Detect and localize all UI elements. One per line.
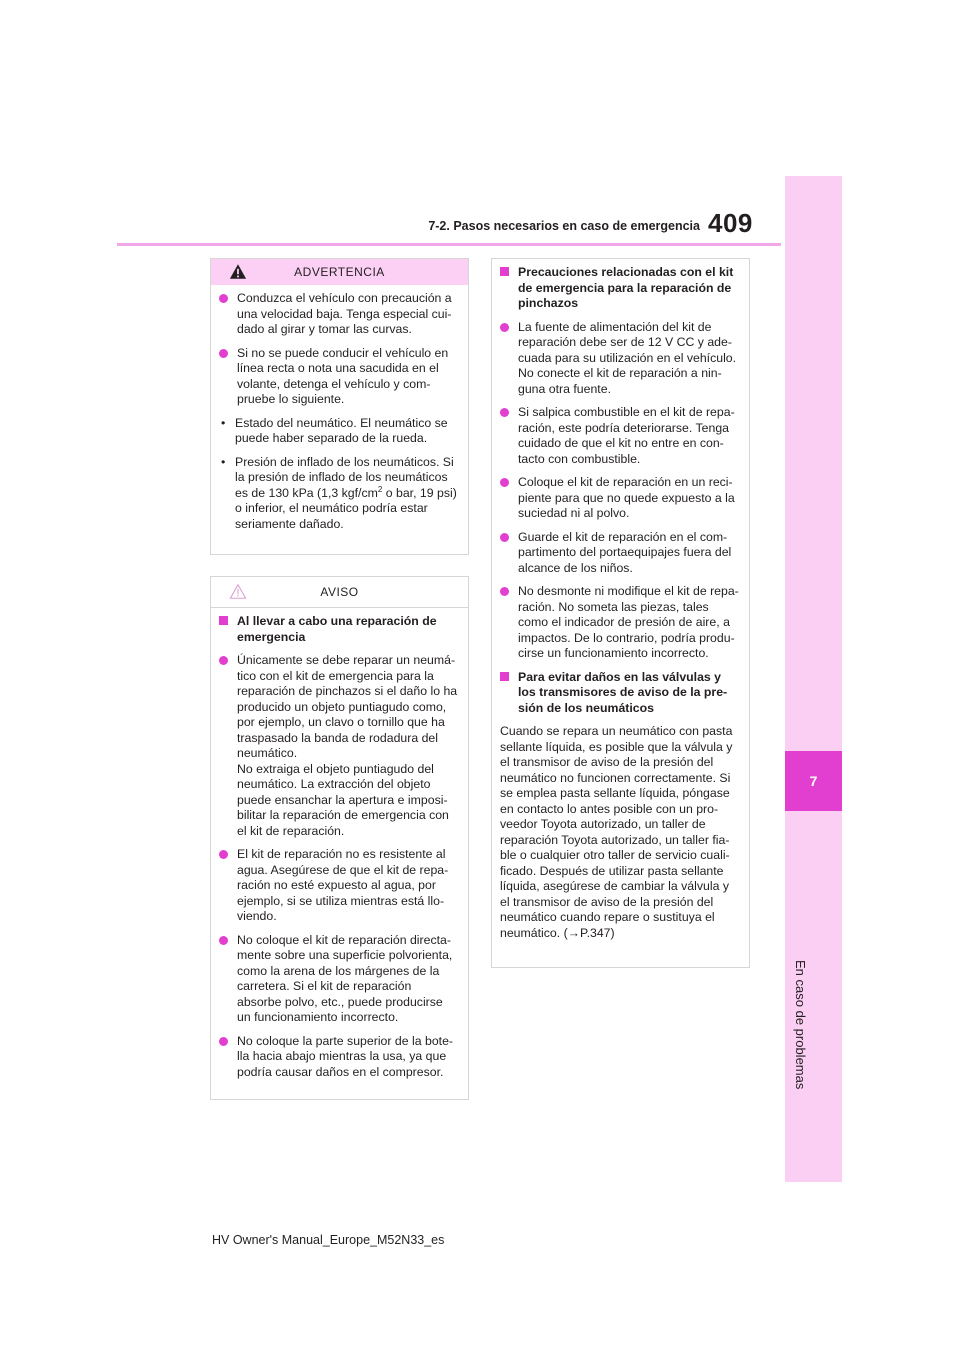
bullet-icon	[500, 587, 509, 596]
warning-box	[210, 258, 469, 555]
bullet-icon	[219, 1037, 228, 1046]
dot-bullet-icon: •	[221, 454, 226, 469]
warning-box-header	[211, 259, 468, 285]
warning-icon	[229, 263, 247, 280]
bullet-icon	[500, 478, 509, 487]
bullet-icon	[219, 349, 228, 358]
valves-heading: Para evitar daños en las válvulas y los transmisores de aviso de la pre- sión de los neumáticos	[500, 670, 739, 717]
header-rule	[117, 243, 781, 246]
section-title: 7-2. Pasos necesarios en caso de emergencia	[428, 219, 700, 233]
chapter-number: 7	[785, 751, 842, 811]
valves-paragraph: Cuando se repara un neumático con pasta sellante líquida, es posible que la válvula y el transmisor de aviso de la presión del neumático no funcionen correctamente. Si se emplea pasta sellante líquida, póngase en contacto lo antes posible con un pro- veedor Toyota autorizado, un taller de reparación Toyota autorizado, un taller fia- ble o cualquier otro taller de servicio cuali- ficado. Después de utilizar pasta sellante líquida, asegúrese de cambiar la válvula y el transmisor de aviso de la presión del neumático cuando repare o sustituya el neumático. (→P.347)	[500, 724, 733, 940]
bullet-icon	[500, 533, 509, 542]
precautions-heading: Precauciones relacionadas con el kit de emergencia para la reparación de pinchazos	[500, 265, 739, 312]
bullet-icon	[219, 936, 228, 945]
caution-icon	[229, 583, 247, 600]
precautions-item: Guarde el kit de reparación en el com- partimento del portaequipajes fuera del alcance de los niños.	[500, 530, 739, 577]
bullet-icon	[500, 323, 509, 332]
footer-manual-id: HV Owner's Manual_Europe_M52N33_es	[212, 1233, 445, 1247]
notice-box-header	[211, 577, 468, 608]
square-bullet-icon	[500, 267, 509, 276]
warning-item: Si no se puede conducir el vehículo en línea recta o nota una sacudida en el volante, detenga el vehículo y com- pruebe lo siguiente.	[219, 346, 458, 408]
warning-item: Conduzca el vehículo con precaución a una velocidad baja. Tenga especial cui- dado al girar y tomar las curvas.	[219, 291, 458, 338]
notice-item: El kit de reparación no es resistente al agua. Asegúrese de que el kit de repa- ración no esté expuesto al agua, por ejemplo, si se utiliza mientras está llo- viendo.	[219, 847, 458, 925]
notice-title: AVISO	[320, 585, 359, 599]
notice-box	[210, 576, 469, 1100]
notice-item: Únicamente se debe reparar un neumá- tico con el kit de emergencia para la reparación de pinchazos si el daño lo ha producido un objeto puntiagudo como, por ejemplo, un clavo o tornillo que ha traspasado la banda de rodadura del neumático. No extraiga el objeto puntiagudo del neumático. La extracción del objeto puede ensanchar la apertura e imposi- bilitar la reparación de emergencia con el kit de reparación.	[219, 653, 458, 839]
notice-item: No coloque el kit de reparación directa- mente sobre una superficie polvorienta, como la arena de los márgenes de la carretera. Si el kit de reparación absorbe polvo, etc., puede producirse un funcionamiento incorrecto.	[219, 933, 458, 1026]
bullet-icon	[219, 850, 228, 859]
page-number: 409	[708, 208, 753, 238]
precautions-item: La fuente de alimentación del kit de reparación debe ser de 12 V CC y ade- cuada para su utilización en el vehículo. No conecte el kit de reparación a nin- guna otra fuente.	[500, 320, 739, 398]
square-bullet-icon	[500, 672, 509, 681]
notice-heading: Al llevar a cabo una reparación de emergencia	[219, 614, 458, 645]
precautions-box	[491, 258, 750, 968]
bullet-icon	[219, 656, 228, 665]
warning-dot-item: • Presión de inflado de los neumáticos. Si la presión de inflado de los neumáticos es de 130 kPa (1,3 kgf/$cm^2$ o bar, 19 psi) o inferior, el neumático podría estar seriamente dañado.	[221, 454, 457, 531]
page-reference-link[interactable]: →P.347)	[567, 925, 615, 940]
chapter-title	[793, 920, 823, 1090]
square-bullet-icon	[219, 616, 228, 625]
warning-dot-item: • Estado del neumático. El neumático se puede haber separado de la rueda.	[221, 415, 448, 445]
warning-title: ADVERTENCIA	[294, 265, 385, 279]
bullet-icon	[500, 408, 509, 417]
precautions-item: No desmonte ni modifique el kit de repa- ración. No someta las piezas, tales como el indicador de presión de aire, a impactos. De lo contrario, podría produ- cirse un funcionamiento incorrecto.	[500, 584, 739, 662]
notice-item: No coloque la parte superior de la bote- lla hacia abajo mientras la usa, ya que podría causar daños en el compresor.	[219, 1034, 458, 1081]
precautions-item: Si salpica combustible en el kit de repa- ración, este podría deteriorarse. Tenga cuidado de que el kit no entre en con- tacto con combustible.	[500, 405, 739, 467]
bullet-icon	[219, 294, 228, 303]
precautions-item: Coloque el kit de reparación en un reci- piente para que no quede expuesto a la suciedad ni al polvo.	[500, 475, 739, 522]
chapter-title-text: En caso de problemas	[793, 960, 808, 1090]
dot-bullet-icon: •	[221, 415, 226, 430]
